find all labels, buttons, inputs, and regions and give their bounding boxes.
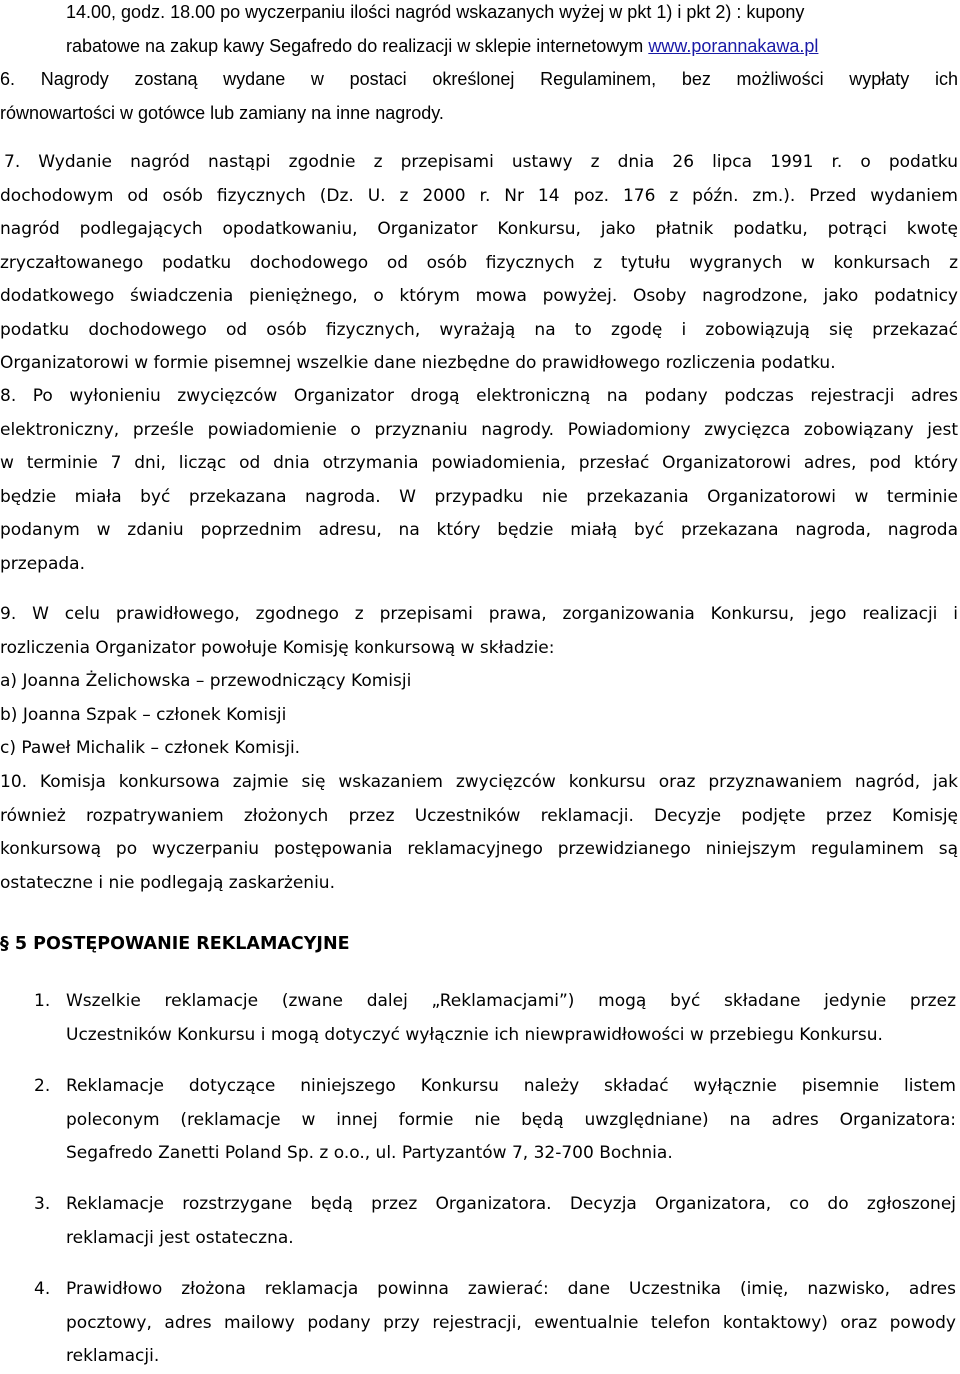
section-heading: § 5 POSTĘPOWANIE REKLAMACYJNE [0, 934, 350, 954]
paragraph-7 [0, 146, 958, 381]
text-line: 14.00, godz. 18.00 po wyczerpaniu ilości nagród wskazanych wyżej w pkt 1) i pkt 2) : kupony [66, 2, 805, 22]
text-line: Reklamacje rozstrzygane będą przez Organizatora. Decyzja Organizatora, co do zgłoszonej [66, 1194, 956, 1214]
text-line: również rozpatrywaniem złożonych przez Uczestników reklamacji. Decyzje podjęte przez Komisję [0, 805, 958, 826]
text-line: 10. Komisja konkursowa zajmie się wskazaniem zwycięzców konkursu oraz przyznawaniem nagród, jak [0, 772, 958, 792]
text-line: 8. Po wyłonieniu zwycięzców Organizator drogą elektroniczną na podany podczas rejestracji adres [0, 386, 958, 406]
list-number: 2. [34, 1076, 51, 1096]
text-line: reklamacji. [66, 1346, 160, 1366]
text-line: pocztowy, adres mailowy podany przy rejestracji, ewentualnie telefon kontaktowy) oraz powody [66, 1312, 956, 1333]
text-line: dodatkowego świadczenia pieniężnego, o którym mowa powyżej. Osoby nagrodzone, jako podatnicy [0, 286, 958, 306]
text-line: równowartości w gotówce lub zamiany na inne nagrody. [0, 102, 444, 123]
text-line: podanym w zdaniu poprzednim adresu, na który będzie miałą być przekazana nagroda, nagroda [0, 520, 958, 540]
list-number: 3. [34, 1194, 51, 1214]
list-number: 4. [34, 1279, 51, 1299]
paragraph-10 [0, 766, 958, 900]
text-line: będzie miała być przekazana nagroda. W przypadku nie przekazania Organizatorowi w terminie [0, 486, 958, 507]
text-line: w terminie 7 dni, licząc od dnia otrzymania powiadomienia, przesłać Organizatorowi adres, pod który [0, 453, 958, 473]
text-line: 6. Nagrody zostaną wydane w postaci określonej Regulaminem, bez możliwości wypłaty ich [0, 69, 958, 89]
text-line: Reklamacje dotyczące niniejszego Konkursu należy składać wyłącznie pisemnie listem [66, 1076, 956, 1096]
paragraph-9 [0, 598, 958, 766]
shop-link[interactable]: www.porannakawa.pl [648, 35, 819, 56]
top-paragraph [0, 0, 958, 130]
text-line: elektroniczny, prześle powiadomienie o przyznaniu nagrody. Powiadomiony zwycięzca zobowiązany jest [0, 419, 958, 440]
list-number: 1. [34, 991, 51, 1011]
text-line: Organizatorowi w formie pisemnej wszelkie dane niezbędne do prawidłowego rozliczenia podatku. [0, 353, 836, 373]
text-line: zryczałtowanego podatku dochodowego od osób fizycznych z tytułu wygranych w konkursach z [0, 252, 958, 273]
text-line: Wszelkie reklamacje (zwane dalej „Reklamacjami”) mogą być składane jedynie przez [66, 991, 956, 1011]
committee-member: a) Joanna Żelichowska – przewodniczący Komisji [0, 671, 412, 691]
text-line: dochodowym od osób fizycznych (Dz. U. z 2000 r. Nr 14 poz. 176 z późn. zm.). Przed wydaniem [0, 185, 958, 206]
text-line: 7. Wydanie nagród nastąpi zgodnie z przepisami ustawy z dnia 26 lipca 1991 r. o podatku [4, 152, 958, 172]
committee-member: b) Joanna Szpak – członek Komisji [0, 704, 287, 725]
text-line: Uczestników Konkursu i mogą dotyczyć wyłącznie ich niewprawidłowości w przebiegu Konkursu. [66, 1024, 883, 1045]
text-line: podatku dochodowego od osób fizycznych, wyrażają na to zgodę i zobowiązują się przekazać [0, 319, 958, 340]
text-line: 9. W celu prawidłowego, zgodnego z przepisami prawa, zorganizowania Konkursu, jego realizacji i [0, 604, 958, 624]
committee-member: c) Paweł Michalik – członek Komisji. [0, 738, 301, 758]
text-line: konkursową po wyczerpaniu postępowania reklamacyjnego przewidzianego niniejszym regulaminem są [0, 839, 958, 859]
text-line: rabatowe na zakup kawy Segafredo do realizacji w sklepie internetowym www.porannakawa.pl [66, 35, 819, 56]
paragraph-8 [0, 380, 958, 581]
text-line: Prawidłowo złożona reklamacja powinna zawierać: dane Uczestnika (imię, nazwisko, adres [66, 1279, 956, 1299]
text-line: Segafredo Zanetti Poland Sp. z o.o., ul. Partyzantów 7, 32-700 Bochnia. [66, 1143, 673, 1163]
text-line: ostateczne i nie podlegają zaskarżeniu. [0, 872, 335, 893]
text-line: nagród podlegających opodatkowaniu, Organizator Konkursu, jako płatnik podatku, potrąci kwotę [0, 219, 958, 239]
text-line: rozliczenia Organizator powołuje Komisję konkursową w składzie: [0, 637, 555, 658]
text-line: przepada. [0, 553, 85, 574]
text-line: reklamacji jest ostateczna. [66, 1227, 294, 1248]
text-line: poleconym (reklamacje w innej formie nie będą uwzględniane) na adres Organizatora: [66, 1109, 956, 1130]
